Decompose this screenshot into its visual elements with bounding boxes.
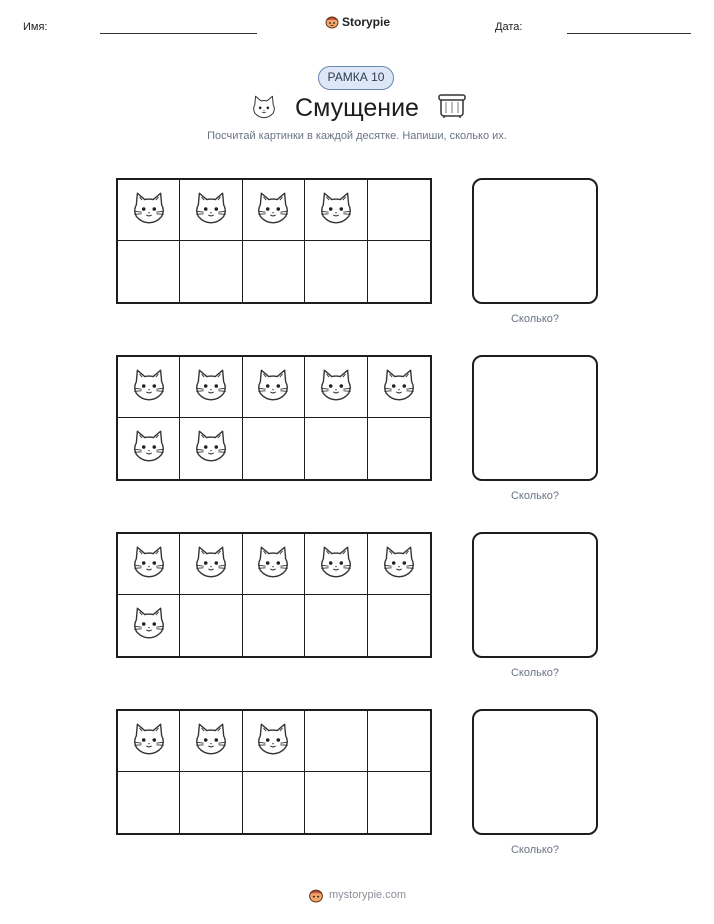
ten-frame-cell <box>368 241 430 302</box>
answer-label: Сколько? <box>510 667 560 679</box>
ten-frame-cell <box>368 772 430 833</box>
cat-face-icon <box>192 544 230 585</box>
ten-frame-cell <box>368 357 430 418</box>
date-input-line[interactable] <box>567 33 691 34</box>
cat-face-icon <box>130 544 168 585</box>
cat-face-icon <box>317 544 355 585</box>
ten-frame-cell <box>180 534 242 595</box>
ten-frame-cell <box>305 772 367 833</box>
cat-face-icon <box>130 605 168 646</box>
answer-label: Сколько? <box>510 313 560 325</box>
frame-badge: РАМКА 10 <box>318 66 394 90</box>
ten-frame-cell <box>118 711 180 772</box>
brand-logo <box>325 14 390 29</box>
answer-box[interactable] <box>472 355 598 481</box>
ten-frame-cell <box>305 534 367 595</box>
cat-face-icon <box>254 367 292 408</box>
ten-frame-cell <box>368 595 430 656</box>
cat-face-icon <box>192 367 230 408</box>
cat-face-icon <box>317 190 355 231</box>
ten-frame-cell <box>243 357 305 418</box>
cat-face-icon <box>192 190 230 231</box>
toy-bin-icon <box>436 92 468 120</box>
ten-frame-cell <box>305 595 367 656</box>
page-title: Смущение <box>295 94 419 122</box>
ten-frame-cell <box>118 418 180 479</box>
ten-frame-cell <box>118 180 180 241</box>
answer-label: Сколько? <box>510 844 560 856</box>
name-input-line[interactable] <box>100 33 257 34</box>
ten-frame-cell <box>180 241 242 302</box>
ten-frame-cell <box>243 534 305 595</box>
ten-frame <box>116 355 432 481</box>
ten-frame-cell <box>305 241 367 302</box>
cat-face-icon <box>380 367 418 408</box>
cat-face-icon <box>380 544 418 585</box>
ten-frame-cell <box>180 595 242 656</box>
ten-frame-cell <box>243 711 305 772</box>
ten-frame-cell <box>118 357 180 418</box>
ten-frame-cell <box>305 711 367 772</box>
ten-frame <box>116 709 432 835</box>
answer-label: Сколько? <box>510 490 560 502</box>
ten-frame-cell <box>368 418 430 479</box>
ten-frame-cell <box>180 772 242 833</box>
ten-frame-cell <box>118 772 180 833</box>
ten-frame-cell <box>118 241 180 302</box>
ten-frame-cell <box>368 711 430 772</box>
ten-frame-cell <box>243 772 305 833</box>
name-label: Имя: <box>23 21 48 33</box>
ten-frame-cell <box>180 357 242 418</box>
ten-frame-cell <box>180 180 242 241</box>
ten-frame <box>116 532 432 658</box>
ten-frame-cell <box>243 595 305 656</box>
ten-frame-cell <box>243 180 305 241</box>
pie-mascot-icon <box>308 887 324 903</box>
cat-face-icon <box>130 190 168 231</box>
cat-face-icon <box>254 544 292 585</box>
footer-site: mystorypie.com <box>328 889 407 901</box>
date-label: Дата: <box>495 21 523 33</box>
ten-frame-cell <box>305 357 367 418</box>
answer-box[interactable] <box>472 532 598 658</box>
ten-frame-cell <box>243 241 305 302</box>
ten-frame-cell <box>243 418 305 479</box>
answer-box[interactable] <box>472 709 598 835</box>
ten-frame-cell <box>305 418 367 479</box>
ten-frame-cell <box>118 595 180 656</box>
ten-frame-cell <box>368 534 430 595</box>
ten-frame-cell <box>118 534 180 595</box>
pie-mascot-icon <box>325 14 339 29</box>
cat-face-icon <box>130 721 168 762</box>
cat-face-icon <box>130 367 168 408</box>
footer <box>0 887 714 903</box>
brand-name: Storypie <box>342 14 391 29</box>
cat-face-icon <box>254 721 292 762</box>
cat-face-icon <box>192 721 230 762</box>
instructions: Посчитай картинки в каждой десятке. Напиши, сколько их. <box>207 130 507 142</box>
cat-face-icon <box>192 428 230 469</box>
cat-face-icon <box>254 190 292 231</box>
cat-face-icon <box>317 367 355 408</box>
ten-frame-cell <box>180 418 242 479</box>
ten-frame-cell <box>305 180 367 241</box>
ten-frame <box>116 178 432 304</box>
cat-face-icon <box>130 428 168 469</box>
answer-box[interactable] <box>472 178 598 304</box>
ten-frame-cell <box>368 180 430 241</box>
ten-frame-cell <box>180 711 242 772</box>
